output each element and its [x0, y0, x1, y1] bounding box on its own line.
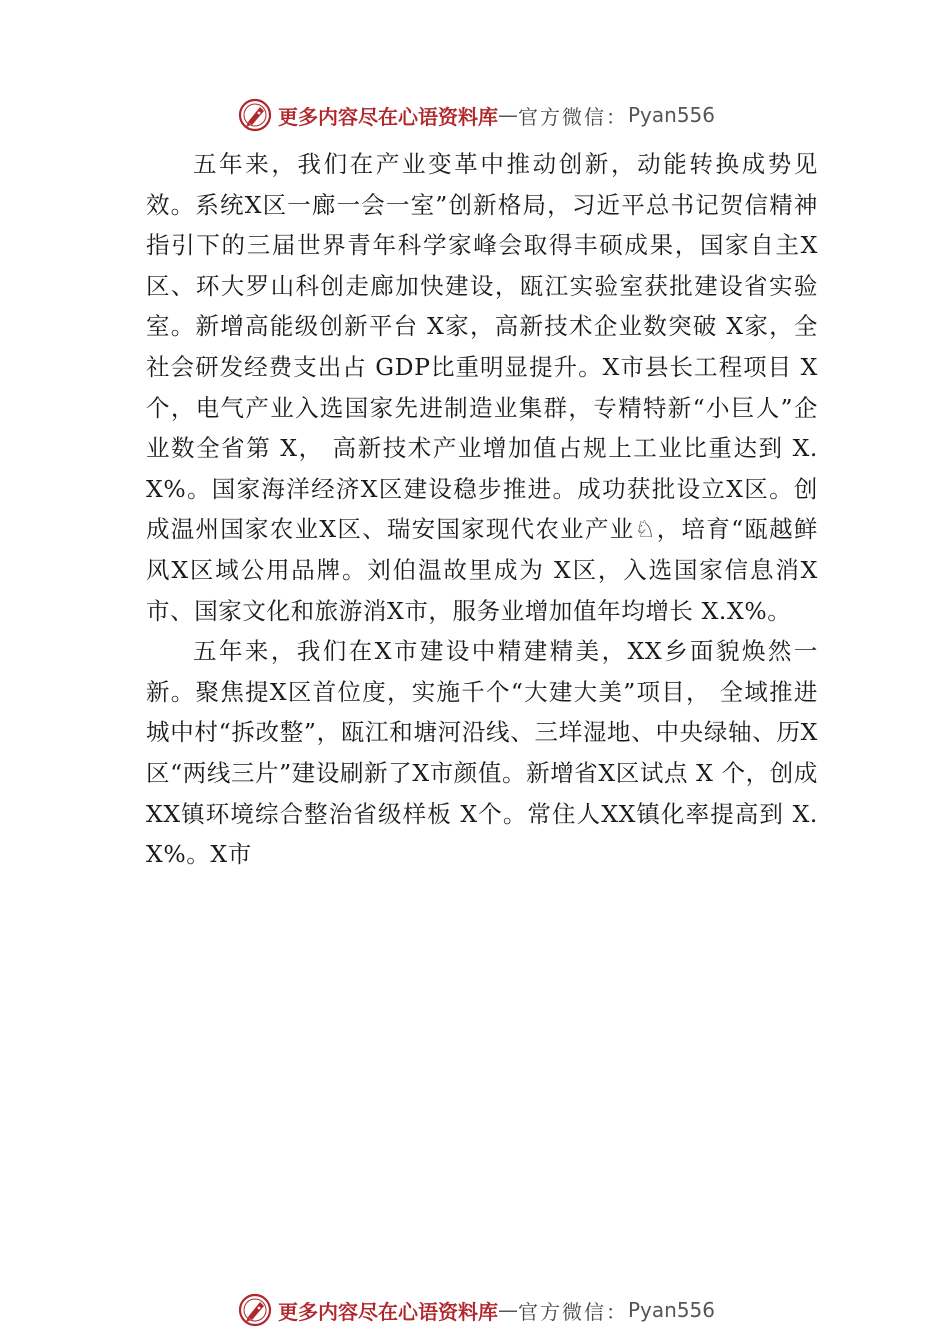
- paragraph-innovation: 五年来，我们在产业变革中推动创新，动能转换成势见效。系统X区一廊一会一室”创新格局，习近平总书记贺信精神指引下的三届世界青年科学家峰会取得丰硕成果，国家自主X区、环大罗山科创走廊加快建设，瓯江实验室获批建设省实验室。新增高能级创新平台 X家，高新技术企业数突破 X家，全社会研发经费支出占 GDP比重明显提升。X市县长工程项目 X个，电气产业入选国家先进制造业集群，专精特新“小巨人”企业数全省第 X， 高新技术产业增加值占规上工业比重达到 X.X%。国家海洋经济X区建设稳步推进。成功获批设立X区。创成温州国家农业X区、瑞安国家现代农业产业♘，培育“瓯越鲜风X区域公用品牌。刘伯温故里成为 X区，入选国家信息消X市、国家文化和旅游消X市，服务业增加值年均增长 X.X%。: [146, 150, 818, 625]
- watermark-wechat-id: Pyan556: [628, 1298, 716, 1322]
- watermark-title: 更多内容尽在心语资料库: [278, 1299, 498, 1324]
- watermark-official-label: 官方微信：: [518, 1299, 628, 1324]
- paragraph-city-construction: 五年来，我们在X市建设中精建精美，XX乡面貌焕然一新。聚焦提X区首位度，实施千个“大建大美”项目， 全域推进城中村“拆改整”，瓯江和塘河沿线、三垟湿地、中央绿轴、历X区“两线三片”建设刷新了X市颜值。新增省X区试点 X 个，创成XX镇环境综合整治省级样板 X个。常住人XX镇化率提高到 X.X%。X市: [146, 637, 818, 869]
- pen-nib-seal-icon: [238, 1293, 272, 1327]
- pen-nib-seal-icon: [238, 98, 272, 132]
- watermark-dash: —: [498, 103, 518, 127]
- watermark-dash: —: [498, 1298, 518, 1322]
- watermark-title: 更多内容尽在心语资料库: [278, 104, 498, 129]
- footer-watermark: [238, 1290, 715, 1330]
- document-body: [146, 144, 818, 875]
- watermark-wechat-id: Pyan556: [628, 103, 716, 127]
- header-watermark: [238, 95, 715, 135]
- watermark-official-label: 官方微信：: [518, 104, 628, 129]
